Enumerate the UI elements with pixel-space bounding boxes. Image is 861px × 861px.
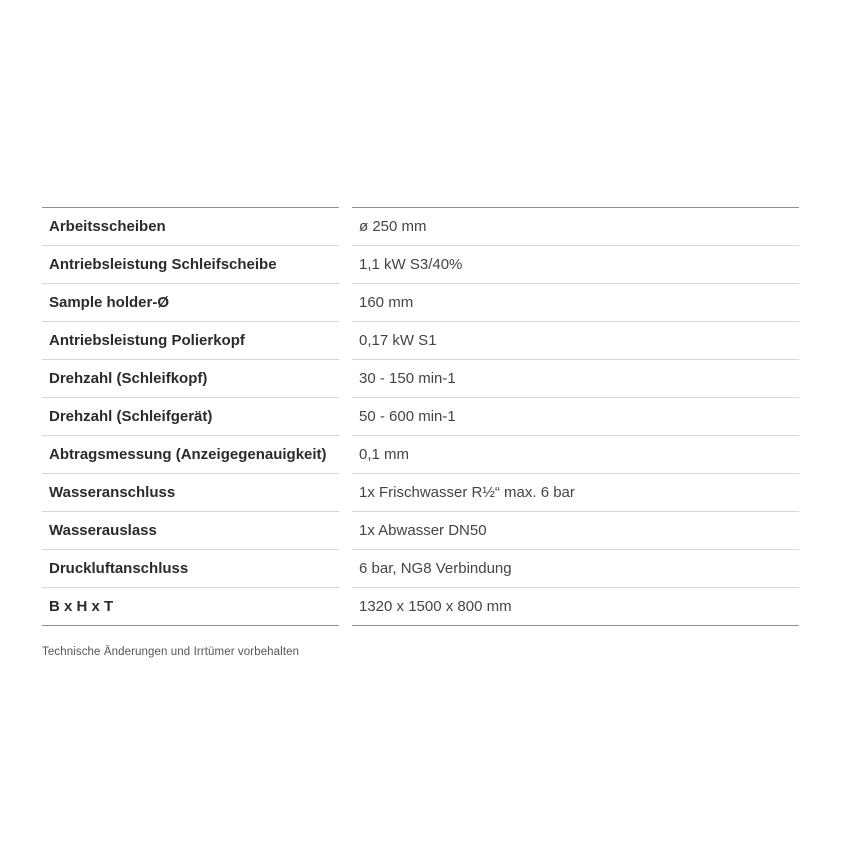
spec-value: 0,17 kW S1 <box>352 322 799 360</box>
spec-row-antriebsleistung-schleifscheibe <box>42 246 799 284</box>
spec-row-wasserauslass <box>42 512 799 550</box>
spec-value: 50 - 600 min-1 <box>352 398 799 436</box>
spec-row-wasseranschluss <box>42 474 799 512</box>
spec-label: Drehzahl (Schleifkopf) <box>42 360 339 398</box>
spec-label: Wasserauslass <box>42 512 339 550</box>
spec-value: ø 250 mm <box>352 207 799 246</box>
spec-row-antriebsleistung-polierkopf <box>42 322 799 360</box>
spec-label: Antriebsleistung Polierkopf <box>42 322 339 360</box>
spec-value: 0,1 mm <box>352 436 799 474</box>
spec-value: 1x Abwasser DN50 <box>352 512 799 550</box>
spec-row-dimensions <box>42 588 799 626</box>
spec-label: Abtragsmessung (Anzeigegenauigkeit) <box>42 436 339 474</box>
spec-label: Drehzahl (Schleifgerät) <box>42 398 339 436</box>
spec-label: Sample holder-Ø <box>42 284 339 322</box>
spec-label: Arbeitsscheiben <box>42 207 339 246</box>
spec-label: Druckluftanschluss <box>42 550 339 588</box>
disclaimer-footnote: Technische Änderungen und Irrtümer vorbehalten <box>42 646 300 658</box>
spec-value: 160 mm <box>352 284 799 322</box>
spec-row-drehzahl-schleifgeraet <box>42 398 799 436</box>
spec-row-arbeitsscheiben <box>42 207 799 246</box>
spec-label: B x H x T <box>42 588 339 626</box>
spec-value: 6 bar, NG8 Verbindung <box>352 550 799 588</box>
spec-label: Wasseranschluss <box>42 474 339 512</box>
spec-value: 1x Frischwasser R½“ max. 6 bar <box>352 474 799 512</box>
spec-value: 30 - 150 min-1 <box>352 360 799 398</box>
spec-row-drehzahl-schleifkopf <box>42 360 799 398</box>
spec-row-abtragsmessung <box>42 436 799 474</box>
spec-label: Antriebsleistung Schleifscheibe <box>42 246 339 284</box>
spec-row-sample-holder <box>42 284 799 322</box>
spec-value: 1,1 kW S3/40% <box>352 246 799 284</box>
spec-table <box>42 207 799 626</box>
spec-row-druckluftanschluss <box>42 550 799 588</box>
spec-value: 1320 x 1500 x 800 mm <box>352 588 799 626</box>
